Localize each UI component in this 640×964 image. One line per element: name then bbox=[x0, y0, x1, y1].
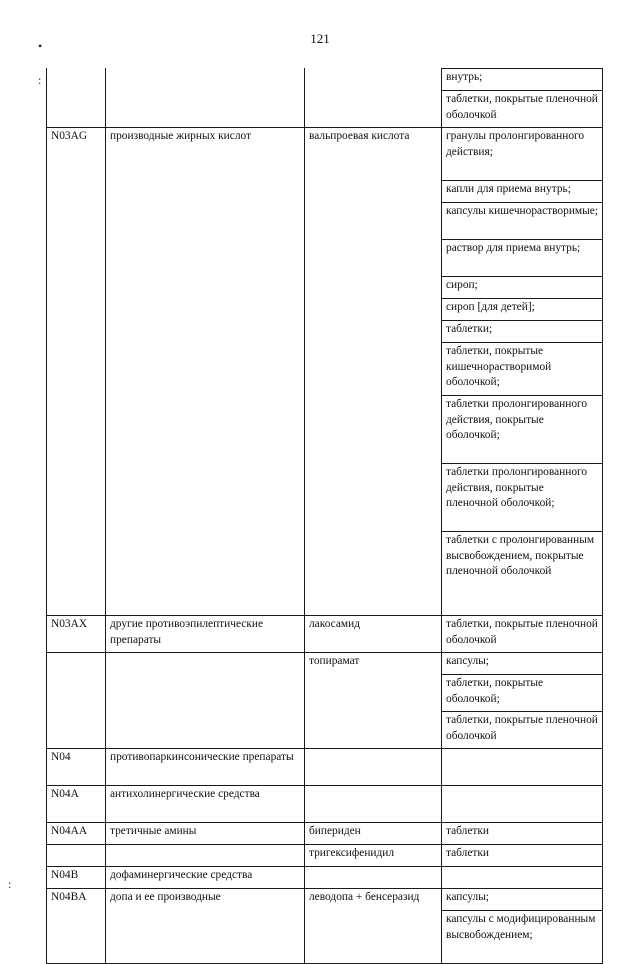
group-name-cell: допа и ее производные bbox=[110, 891, 221, 903]
table-rule bbox=[441, 180, 603, 181]
dosage-form-cell: капли для приема внутрь; bbox=[446, 183, 571, 195]
atc-code-cell: N03AX bbox=[51, 618, 88, 630]
group-name-cell bbox=[105, 652, 304, 748]
dosage-form-cell: таблетки, покрытые пленочной оболочкой bbox=[446, 714, 598, 742]
atc-code-cell: N04B bbox=[51, 869, 79, 881]
dosage-form-cell: капсулы кишечнорастворимые; bbox=[446, 205, 598, 217]
table-rule bbox=[441, 910, 603, 911]
table-rule bbox=[441, 90, 603, 91]
group-name-cell: производные жирных кислот bbox=[110, 130, 252, 142]
dosage-form-cell: сироп; bbox=[446, 279, 478, 291]
substance-cell: вальпроевая кислота bbox=[309, 130, 410, 142]
table-rule bbox=[441, 711, 603, 712]
dosage-form-cell: таблетки, покрытые оболочкой; bbox=[446, 677, 544, 705]
group-name-cell bbox=[105, 844, 304, 866]
substance-cell bbox=[304, 748, 441, 785]
scan-dot-mark: • bbox=[38, 39, 43, 53]
dosage-form-cell: таблетки пролонгированного действия, покрытые пленочной оболочкой; bbox=[446, 466, 588, 509]
dosage-form-cell: таблетки, покрытые кишечнорастворимой оболочкой; bbox=[446, 345, 552, 388]
table-rule bbox=[46, 68, 47, 964]
dosage-form-cell bbox=[441, 785, 602, 822]
substance-cell: леводопа + бенсеразид bbox=[309, 891, 420, 903]
dosage-form-cell: капсулы с модифицированным высвобождением; bbox=[446, 913, 596, 941]
table-rule bbox=[441, 239, 603, 240]
dosage-form-cell: таблетки bbox=[446, 847, 490, 859]
table-rule bbox=[441, 342, 603, 343]
table-rule bbox=[441, 298, 603, 299]
substance-cell bbox=[304, 866, 441, 888]
atc-code-cell: N03AG bbox=[51, 130, 88, 142]
substance-cell: тригексифенидил bbox=[309, 847, 395, 859]
dosage-form-cell: таблетки; bbox=[446, 323, 493, 335]
substance-cell bbox=[304, 68, 441, 127]
dosage-form-cell: сироп [для детей]; bbox=[446, 301, 535, 313]
group-name-cell: антихолинергические средства bbox=[110, 788, 260, 800]
table-rule bbox=[105, 68, 106, 964]
table-rule bbox=[304, 68, 305, 964]
atc-code-cell: N04 bbox=[51, 751, 71, 763]
group-name-cell: дофаминергические средства bbox=[110, 869, 253, 881]
table-rule bbox=[441, 674, 603, 675]
group-name-cell bbox=[105, 68, 304, 127]
table-rule bbox=[441, 276, 603, 277]
atc-code-cell: N04BA bbox=[51, 891, 87, 903]
substance-cell: лакосамид bbox=[309, 618, 361, 630]
dosage-form-cell: гранулы пролонгированного действия; bbox=[446, 130, 585, 158]
group-name-cell: другие противоэпилептические препараты bbox=[110, 618, 264, 646]
atc-code-cell bbox=[46, 68, 105, 127]
table-rule bbox=[441, 463, 603, 464]
atc-code-cell bbox=[46, 844, 105, 866]
drug-classification-table bbox=[46, 68, 602, 941]
dosage-form-cell: капсулы; bbox=[446, 655, 489, 667]
dosage-form-cell: таблетки, покрытые пленочной оболочкой bbox=[446, 618, 598, 646]
dosage-form-cell: таблетки пролонгированного действия, покрытые оболочкой; bbox=[446, 398, 588, 441]
table-rule bbox=[441, 320, 603, 321]
dosage-form-cell bbox=[441, 866, 602, 888]
dosage-form-cell bbox=[441, 748, 602, 785]
dosage-form-cell: таблетки с пролонгированным высвобождением, покрытые пленочной оболочкой bbox=[446, 534, 595, 577]
substance-cell bbox=[304, 785, 441, 822]
table-rule bbox=[441, 202, 603, 203]
dosage-form-cell: внутрь; bbox=[446, 71, 483, 83]
page-number: 121 bbox=[310, 31, 330, 46]
atc-code-cell: N04A bbox=[51, 788, 79, 800]
dosage-form-cell: капсулы; bbox=[446, 891, 489, 903]
scan-margin-mark-bottom: : bbox=[8, 877, 12, 891]
atc-code-cell bbox=[46, 652, 105, 748]
dosage-form-cell: таблетки bbox=[446, 825, 490, 837]
substance-cell: топирамат bbox=[309, 655, 360, 667]
group-name-cell: противопаркинсонические препараты bbox=[110, 751, 294, 763]
substance-cell: бипериден bbox=[309, 825, 361, 837]
table-rule bbox=[441, 395, 603, 396]
dosage-form-cell: таблетки, покрытые пленочной оболочкой bbox=[446, 93, 598, 121]
group-name-cell: третичные амины bbox=[110, 825, 197, 837]
atc-code-cell: N04AA bbox=[51, 825, 88, 837]
table-rule bbox=[441, 531, 603, 532]
dosage-form-cell: раствор для приема внутрь; bbox=[446, 242, 581, 254]
table-rule bbox=[441, 68, 442, 964]
scan-margin-mark: : bbox=[38, 73, 42, 87]
table-rule bbox=[602, 68, 603, 964]
